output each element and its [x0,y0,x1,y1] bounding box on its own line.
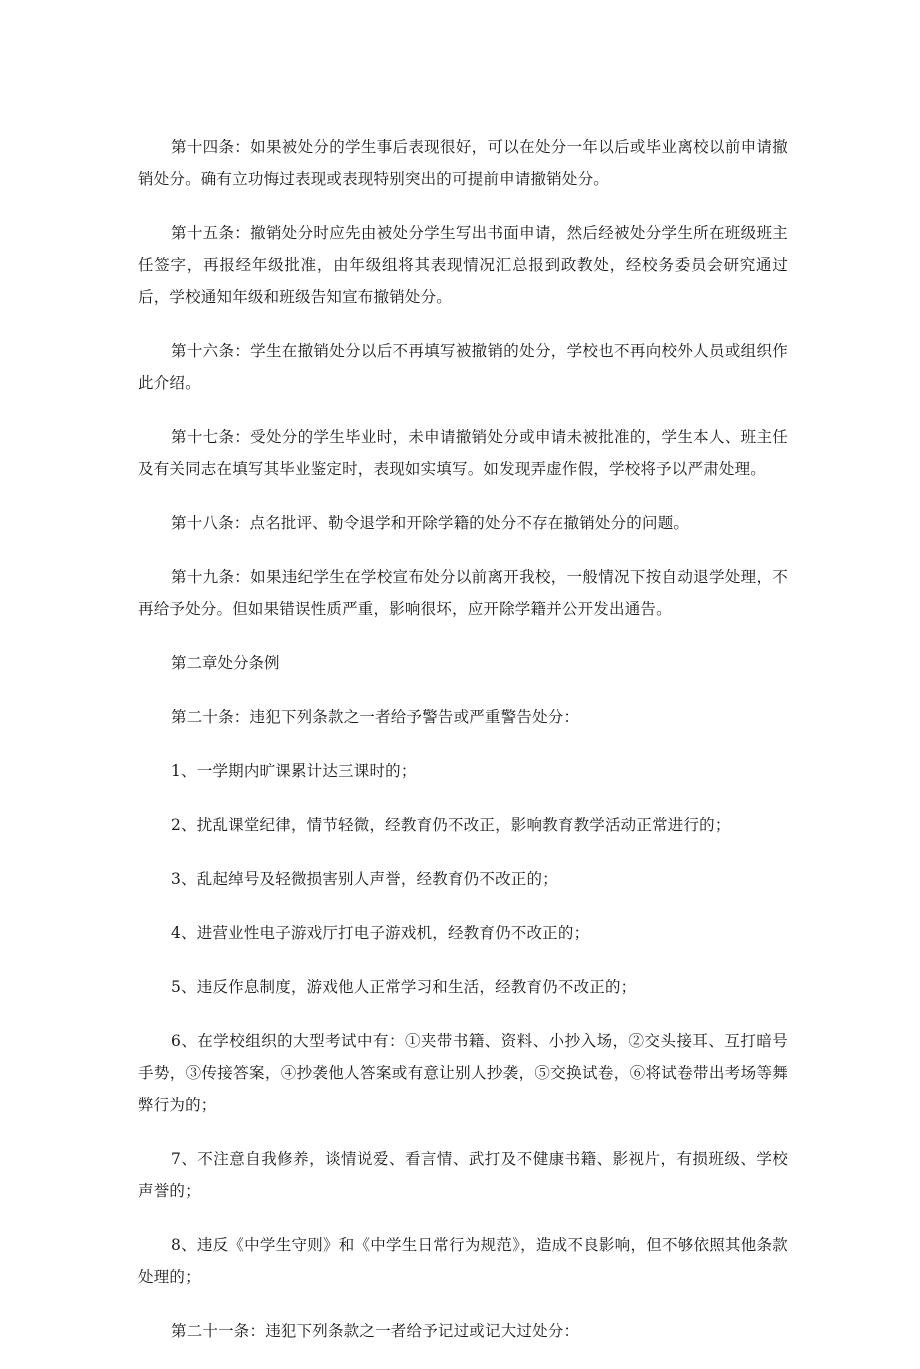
list-item-8: 8、违反《中学生守则》和《中学生日常行为规范》，造成不良影响，但不够依照其他条款处理的； [138,1236,788,1286]
article-15-paragraph: 第十五条：撤销处分时应先由被处分学生写出书面申请，然后经被处分学生所在班级班主任签字，再报经年级批准，由年级组将其表现情况汇总报到政教处，经校务委员会研究通过后，学校通知年级和班级告知宣布撤销处分。 [138,224,788,306]
list-item-4: 4、进营业性电子游戏厅打电子游戏机，经教育仍不改正的； [171,924,590,942]
list-item-2: 2、扰乱课堂纪律，情节轻微，经教育仍不改正，影响教育教学活动正常进行的； [171,816,731,834]
article-20-paragraph: 第二十条：违犯下列条款之一者给予警告或严重警告处分： [171,708,580,726]
list-item-5: 5、违反作息制度，游戏他人正常学习和生活，经教育仍不改正的； [171,978,637,996]
list-item-7: 7、不注意自我修养，谈情说爱、看言情、武打及不健康书籍、影视片，有损班级、学校声誉的； [138,1150,788,1200]
article-14-paragraph: 第十四条：如果被处分的学生事后表现很好，可以在处分一年以后或毕业离校以前申请撤销处分。确有立功悔过表现或表现特别突出的可提前申请撤销处分。 [138,138,788,188]
document-page [138,131,788,1369]
article-21-paragraph: 第二十一条：违犯下列条款之一者给予记过或记大过处分： [171,1322,580,1340]
article-19-paragraph: 第十九条：如果违纪学生在学校宣布处分以前离开我校，一般情况下按自动退学处理，不再给予处分。但如果错误性质严重，影响很坏，应开除学籍并公开发出通告。 [138,568,788,618]
list-item-1: 1、一学期内旷课累计达三课时的； [171,762,417,780]
article-17-paragraph: 第十七条：受处分的学生毕业时，未申请撤销处分或申请未被批准的，学生本人、班主任及有关同志在填写其毕业鉴定时，表现如实填写。如发现弄虚作假，学校将予以严肃处理。 [138,428,788,478]
article-18-paragraph: 第十八条：点名批评、勒令退学和开除学籍的处分不存在撤销处分的问题。 [171,514,690,532]
article-16-paragraph: 第十六条：学生在撤销处分以后不再填写被撤销的处分，学校也不再向校外人员或组织作此介绍。 [138,342,788,392]
chapter-2-heading: 第二章处分条例 [171,654,280,672]
list-item-3: 3、乱起绰号及轻微损害别人声誉，经教育仍不改正的； [171,870,558,888]
list-item-6: 6、在学校组织的大型考试中有：①夹带书籍、资料、小抄入场，②交头接耳、互打暗号手势，③传接答案，④抄袭他人答案或有意让别人抄袭，⑤交换试卷，⑥将试卷带出考场等舞弊行为的； [138,1032,788,1114]
